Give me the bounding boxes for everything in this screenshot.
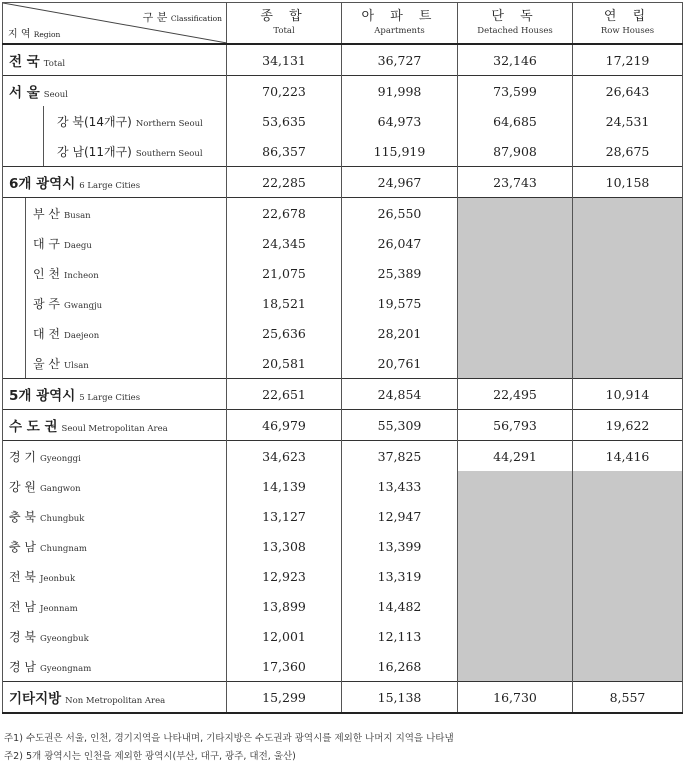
row-label-ko: 강 북(14개구) [57, 114, 132, 129]
row-label [3, 136, 227, 167]
row-label [3, 318, 227, 348]
row-label [3, 471, 227, 501]
table-row [3, 441, 683, 472]
row-label-en: Southern Seoul [135, 148, 203, 159]
table-row [3, 136, 683, 167]
row-label [3, 682, 227, 714]
row-label-en: Gyeonggi [40, 453, 81, 464]
corner-top-ko: 구 분 [142, 11, 168, 24]
row-label-ko: 전 북 [9, 569, 36, 584]
row-label [3, 106, 227, 136]
value-cell: 25,389 [342, 258, 458, 288]
value-cell: 26,047 [342, 228, 458, 258]
row-label-en: Daejeon [64, 330, 100, 341]
row-label [3, 441, 227, 472]
value-cell: 13,308 [227, 531, 342, 561]
value-cell: 12,923 [227, 561, 342, 591]
row-label-ko: 충 남 [9, 539, 36, 554]
row-label-ko: 6개 광역시 [9, 176, 76, 192]
value-cell: 32,146 [458, 44, 573, 76]
row-label [3, 228, 227, 258]
row-label [3, 561, 227, 591]
row-label [3, 44, 227, 76]
row-label-en: Gyeongbuk [40, 633, 89, 644]
value-cell: 10,914 [573, 379, 683, 410]
value-cell: 70,223 [227, 76, 342, 107]
value-cell: 22,651 [227, 379, 342, 410]
value-cell: 19,622 [573, 410, 683, 441]
table-row [3, 44, 683, 76]
value-cell: 25,636 [227, 318, 342, 348]
row-label-en: Total [43, 59, 66, 69]
value-cell: 64,973 [342, 106, 458, 136]
corner-bottom-en: Region [33, 30, 61, 39]
row-label-en: Northern Seoul [135, 118, 203, 129]
row-label-en: Incheon [64, 270, 99, 281]
table-row [3, 198, 683, 229]
table-row [3, 76, 683, 107]
row-label [3, 501, 227, 531]
value-cell: 13,433 [342, 471, 458, 501]
corner-top-en: Classification [170, 14, 222, 23]
footnotes [4, 730, 454, 766]
value-cell: 34,623 [227, 441, 342, 472]
row-label-ko: 울 산 [33, 356, 60, 371]
row-label-ko: 경 남 [9, 659, 36, 674]
row-label-en: Gyeongnam [40, 663, 92, 674]
value-cell: 14,139 [227, 471, 342, 501]
value-cell: 13,899 [227, 591, 342, 621]
no-data-cell [458, 198, 573, 379]
value-cell: 56,793 [458, 410, 573, 441]
value-cell: 19,575 [342, 288, 458, 318]
value-cell: 12,001 [227, 621, 342, 651]
value-cell: 55,309 [342, 410, 458, 441]
value-cell: 17,360 [227, 651, 342, 682]
row-label-en: Seoul [43, 90, 68, 100]
column-header-row-houses: 연 립 Row Houses [573, 3, 683, 45]
value-cell: 91,998 [342, 76, 458, 107]
value-cell: 16,268 [342, 651, 458, 682]
value-cell: 12,113 [342, 621, 458, 651]
row-label-ko: 인 천 [33, 266, 60, 281]
row-label [3, 379, 227, 410]
value-cell: 23,743 [458, 167, 573, 198]
footnote-1: 주1) 수도권은 서울, 인천, 경기지역을 나타내며, 기타지방은 수도권과 광역시를 제외한 나머지 지역을 나타냄 [4, 733, 454, 744]
value-cell: 73,599 [458, 76, 573, 107]
table-row [3, 167, 683, 198]
value-cell: 26,550 [342, 198, 458, 229]
value-cell: 53,635 [227, 106, 342, 136]
row-label-en: Ulsan [64, 360, 89, 371]
value-cell: 10,158 [573, 167, 683, 198]
corner-bottom-ko: 지 역 [8, 29, 31, 40]
value-cell: 18,521 [227, 288, 342, 318]
row-label-ko: 대 구 [33, 236, 60, 251]
row-label-ko: 강 남(11개구) [57, 144, 132, 159]
row-label-ko: 수 도 권 [9, 419, 58, 435]
value-cell: 44,291 [458, 441, 573, 472]
row-label-ko: 대 전 [33, 326, 60, 341]
no-data-cell [458, 471, 573, 682]
column-header-apartments: 아 파 트 Apartments [342, 3, 458, 45]
value-cell: 28,201 [342, 318, 458, 348]
table-row [3, 410, 683, 441]
value-cell: 22,285 [227, 167, 342, 198]
row-label [3, 258, 227, 288]
row-label-en: Seoul Metropolitan Area [61, 424, 168, 434]
row-label-ko: 5개 광역시 [9, 388, 76, 404]
value-cell: 8,557 [573, 682, 683, 714]
value-cell: 24,854 [342, 379, 458, 410]
row-label-en: Gwangju [64, 300, 103, 311]
column-header-detached: 단 독 Detached Houses [458, 3, 573, 45]
value-cell: 20,581 [227, 348, 342, 379]
value-cell: 20,761 [342, 348, 458, 379]
no-data-cell [573, 198, 683, 379]
row-label-ko: 전 남 [9, 599, 36, 614]
footnote-2: 주2) 5개 광역시는 인천을 제외한 광역시(부산, 대구, 광주, 대전, 울산) [4, 751, 296, 762]
row-label-en: Busan [64, 210, 91, 221]
value-cell: 14,416 [573, 441, 683, 472]
row-label-en: 6 Large Cities [79, 181, 141, 191]
value-cell: 13,399 [342, 531, 458, 561]
value-cell: 37,825 [342, 441, 458, 472]
value-cell: 22,678 [227, 198, 342, 229]
row-label [3, 621, 227, 651]
row-label-ko: 전 국 [9, 54, 40, 70]
price-table [2, 2, 683, 714]
row-label-en: Jeonbuk [40, 573, 76, 584]
value-cell: 12,947 [342, 501, 458, 531]
row-label [3, 531, 227, 561]
row-label-en: Chungnam [40, 543, 87, 554]
row-label [3, 591, 227, 621]
row-label-ko: 충 북 [9, 509, 36, 524]
table-row [3, 106, 683, 136]
row-label [3, 198, 227, 229]
value-cell: 87,908 [458, 136, 573, 167]
row-label [3, 410, 227, 441]
value-cell: 26,643 [573, 76, 683, 107]
row-label-ko: 경 북 [9, 629, 36, 644]
row-label-en: Gangwon [40, 483, 81, 494]
value-cell: 24,531 [573, 106, 683, 136]
row-label-ko: 부 산 [33, 206, 60, 221]
row-label-ko: 광 주 [33, 296, 60, 311]
value-cell: 15,299 [227, 682, 342, 714]
row-label-en: Daegu [64, 240, 92, 251]
row-label-en: Chungbuk [40, 513, 85, 524]
row-label-ko: 기타지방 [9, 691, 62, 707]
row-label-en: Non Metropolitan Area [65, 696, 166, 706]
row-label-ko: 서 울 [9, 85, 40, 101]
value-cell: 24,967 [342, 167, 458, 198]
value-cell: 64,685 [458, 106, 573, 136]
value-cell: 13,319 [342, 561, 458, 591]
row-label-ko: 강 원 [9, 479, 36, 494]
value-cell: 13,127 [227, 501, 342, 531]
row-label-en: 5 Large Cities [79, 393, 141, 403]
value-cell: 15,138 [342, 682, 458, 714]
value-cell: 46,979 [227, 410, 342, 441]
row-label-ko: 경 기 [9, 449, 36, 464]
value-cell: 21,075 [227, 258, 342, 288]
row-label-en: Jeonnam [40, 603, 78, 614]
value-cell: 115,919 [342, 136, 458, 167]
value-cell: 36,727 [342, 44, 458, 76]
row-label [3, 76, 227, 107]
value-cell: 16,730 [458, 682, 573, 714]
row-label [3, 651, 227, 682]
table-row [3, 379, 683, 410]
value-cell: 24,345 [227, 228, 342, 258]
table-row [3, 471, 683, 501]
value-cell: 17,219 [573, 44, 683, 76]
column-header-total: 종 합 Total [227, 3, 342, 45]
value-cell: 14,482 [342, 591, 458, 621]
table-row [3, 682, 683, 714]
row-label [3, 167, 227, 198]
corner-header [3, 3, 227, 45]
value-cell: 22,495 [458, 379, 573, 410]
row-label [3, 348, 227, 379]
table-body [3, 44, 683, 713]
no-data-cell [573, 471, 683, 682]
value-cell: 28,675 [573, 136, 683, 167]
value-cell: 86,357 [227, 136, 342, 167]
row-label [3, 288, 227, 318]
header-row [3, 3, 683, 45]
value-cell: 34,131 [227, 44, 342, 76]
